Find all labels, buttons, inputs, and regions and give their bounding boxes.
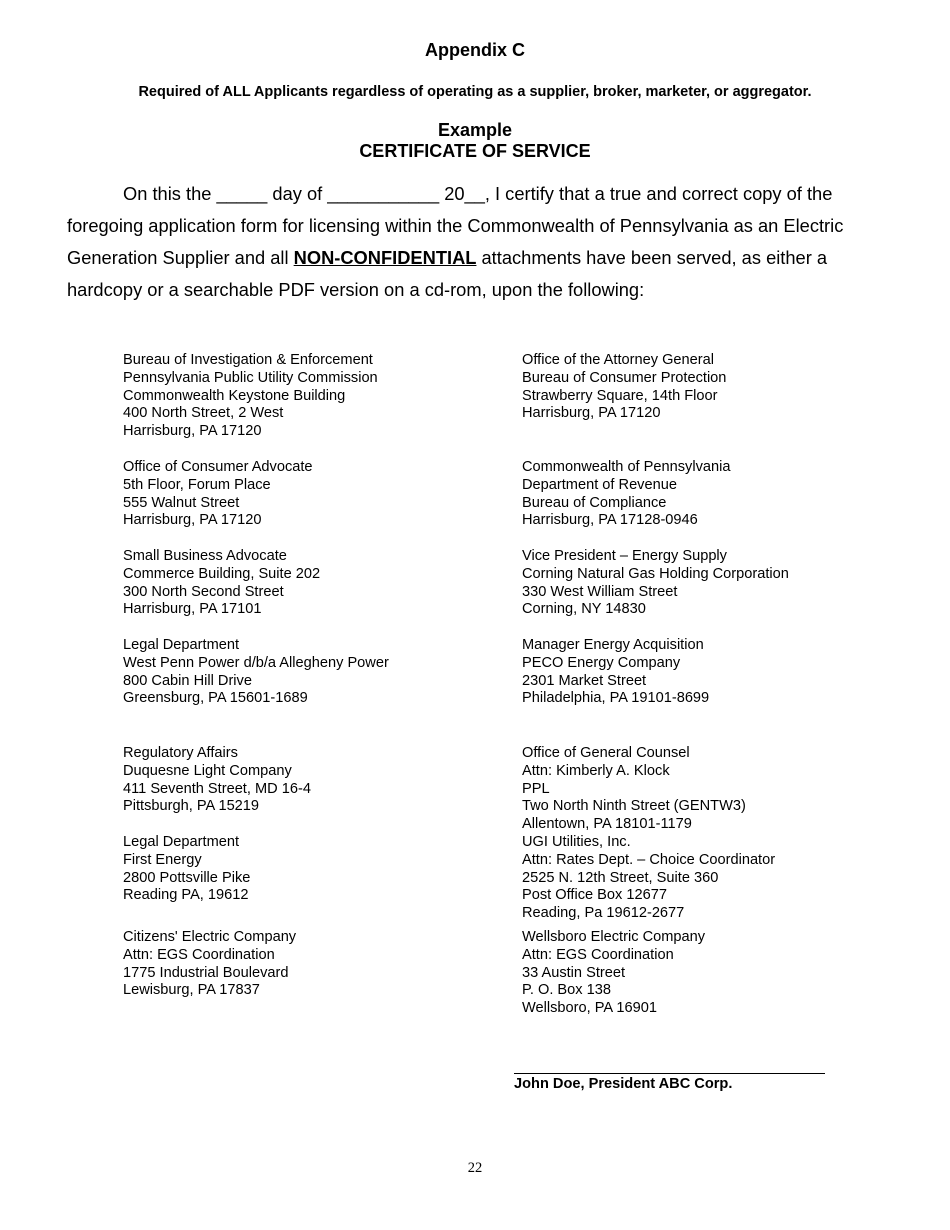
address-line: Two North Ninth Street (GENTW3) — [522, 798, 746, 815]
address-block — [522, 548, 789, 619]
certification-paragraph — [67, 178, 887, 306]
address-line: Small Business Advocate — [123, 548, 287, 564]
address-block — [522, 637, 709, 708]
address-line: Corning, NY 14830 — [522, 601, 646, 618]
address-line: PECO Energy Company — [522, 654, 681, 671]
address-line: Department of Revenue — [522, 476, 677, 493]
address-line: Harrisburg, PA 17120 — [123, 423, 262, 440]
address-line: Pennsylvania Public Utility Commission — [123, 369, 378, 386]
address-line: 5th Floor, Forum Place — [123, 476, 271, 493]
address-line: Bureau of Compliance — [522, 494, 667, 511]
address-line: 2800 Pottsville Pike — [123, 869, 251, 886]
address-block — [123, 834, 250, 905]
address-block — [522, 459, 730, 530]
address-block — [123, 745, 311, 816]
address-line: Lewisburg, PA 17837 — [123, 982, 260, 999]
address-block — [123, 637, 389, 708]
address-line: Wellsboro Electric Company — [522, 929, 706, 945]
address-line: Reading PA, 19612 — [123, 887, 249, 904]
paragraph-text-2: attachments have been served, as either a hardcopy or a searchable PDF version on a cd-rom, upon the following: — [67, 247, 828, 300]
address-line: Regulatory Affairs — [123, 745, 238, 761]
address-line: 800 Cabin Hill Drive — [123, 672, 252, 689]
address-line: Reading, Pa 19612-2677 — [522, 905, 685, 922]
requirement-note: Required of ALL Applicants regardless of operating as a supplier, broker, marketer, or aggregator. — [138, 84, 812, 100]
address-line: Harrisburg, PA 17120 — [123, 512, 262, 529]
address-line: Corning Natural Gas Holding Corporation — [522, 565, 789, 582]
signature-line — [514, 1073, 825, 1074]
page-number: 22 — [467, 1160, 483, 1176]
address-line: 2301 Market Street — [522, 672, 647, 689]
address-line: PPL — [522, 780, 550, 797]
address-line: Attn: EGS Coordination — [123, 946, 275, 963]
address-line: Duquesne Light Company — [123, 762, 292, 779]
address-line: Harrisburg, PA 17101 — [123, 601, 262, 618]
address-line: Office of General Counsel — [522, 745, 690, 761]
address-block — [522, 352, 726, 423]
address-line: Attn: EGS Coordination — [522, 946, 674, 963]
address-line: Legal Department — [123, 637, 240, 653]
address-line: UGI Utilities, Inc. — [522, 834, 631, 850]
address-line: 330 West William Street — [522, 583, 678, 600]
address-block — [123, 548, 320, 619]
address-line: 400 North Street, 2 West — [123, 405, 284, 422]
address-block — [522, 745, 746, 834]
address-line: 2525 N. 12th Street, Suite 360 — [522, 869, 719, 886]
address-line: Greensburg, PA 15601-1689 — [123, 690, 308, 707]
non-confidential-emphasis: NON-CONFIDENTIAL — [293, 247, 477, 268]
address-line: P. O. Box 138 — [522, 982, 611, 999]
address-line: 555 Walnut Street — [123, 494, 240, 511]
address-line: Commerce Building, Suite 202 — [123, 565, 321, 582]
address-block — [522, 929, 705, 1018]
paragraph-text-1: On this the _____ day of ___________ 20__, I certify that a true and correct copy of the foregoing application form for licensing within the Commonwealth of Pennsylvania as an Electric Generation Supplier and all — [67, 183, 844, 268]
address-line: Attn: Rates Dept. – Choice Coordinator — [522, 851, 776, 868]
address-line: 1775 Industrial Boulevard — [123, 964, 289, 981]
address-line: Office of Consumer Advocate — [123, 459, 313, 475]
address-line: Philadelphia, PA 19101-8699 — [522, 690, 710, 707]
address-line: Pittsburgh, PA 15219 — [123, 798, 260, 815]
address-line: Attn: Kimberly A. Klock — [522, 762, 670, 779]
address-line: Harrisburg, PA 17128-0946 — [522, 512, 698, 529]
heading-certificate: CERTIFICATE OF SERVICE — [359, 141, 591, 161]
address-line: Commonwealth Keystone Building — [123, 387, 346, 404]
address-line: Wellsboro, PA 16901 — [522, 1000, 657, 1017]
address-line: Commonwealth of Pennsylvania — [522, 459, 731, 475]
address-line: Bureau of Consumer Protection — [522, 369, 727, 386]
address-line: Legal Department — [123, 834, 240, 850]
address-line: Vice President – Energy Supply — [522, 548, 727, 564]
certificate-heading — [0, 120, 950, 162]
address-line: Harrisburg, PA 17120 — [522, 405, 661, 422]
address-line: Office of the Attorney General — [522, 352, 714, 368]
signature-name: John Doe, President ABC Corp. — [514, 1076, 733, 1092]
address-line: Post Office Box 12677 — [522, 887, 667, 904]
appendix-title: Appendix C — [424, 40, 525, 60]
address-line: Allentown, PA 18101-1179 — [522, 816, 692, 833]
address-block — [123, 352, 378, 441]
heading-example: Example — [437, 120, 513, 140]
address-line: 411 Seventh Street, MD 16-4 — [123, 780, 311, 797]
address-line: Bureau of Investigation & Enforcement — [123, 352, 373, 368]
address-line: 33 Austin Street — [522, 964, 626, 981]
address-line: Manager Energy Acquisition — [522, 637, 704, 653]
address-line: Citizens' Electric Company — [123, 929, 297, 945]
address-block — [123, 929, 296, 1000]
address-line: First Energy — [123, 851, 202, 868]
address-line: West Penn Power d/b/a Allegheny Power — [123, 654, 389, 671]
address-block — [123, 459, 313, 530]
address-block — [522, 834, 775, 923]
address-line: Strawberry Square, 14th Floor — [522, 387, 718, 404]
address-line: 300 North Second Street — [123, 583, 284, 600]
